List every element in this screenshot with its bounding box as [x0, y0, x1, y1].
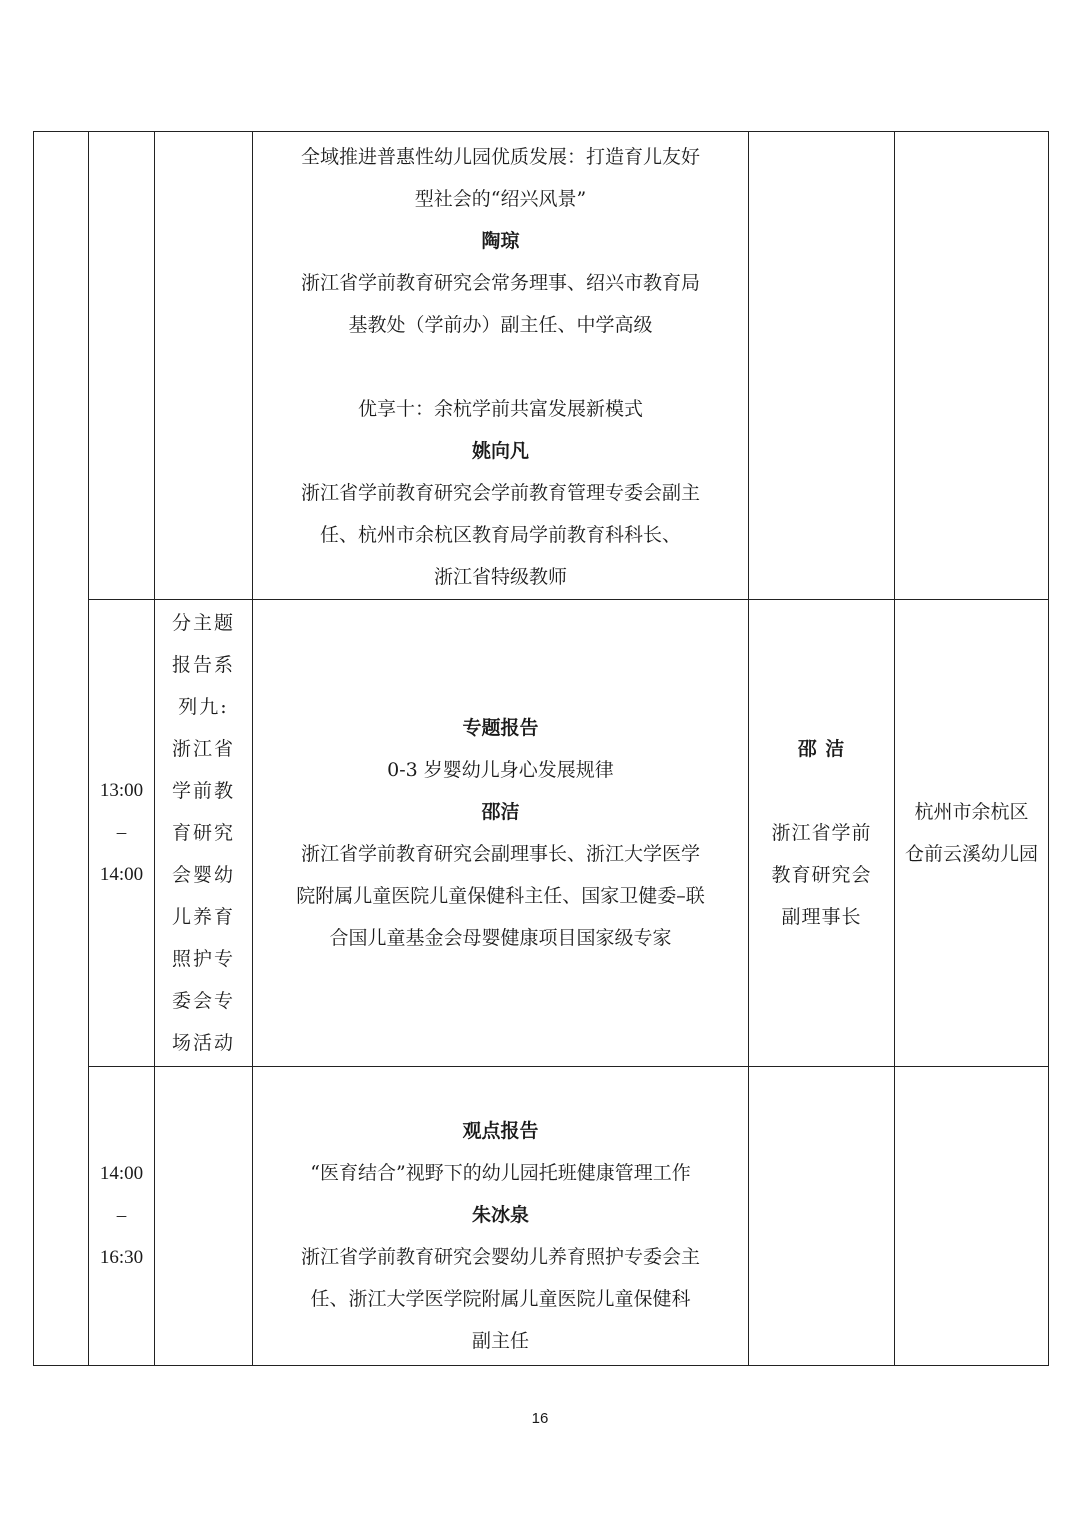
speaker-bio-line: 浙江省学前教育研究会副理事长、浙江大学医学 [300, 843, 700, 865]
venue-line: 杭州市余杭区 [914, 801, 1029, 823]
theme-line: 列九: [178, 696, 229, 718]
host-title-line: 教育研究会 [771, 864, 872, 886]
content-cell [253, 600, 749, 1067]
time-cell [89, 600, 155, 1067]
speaker-bio-line: 合国儿童基金会母婴健康项目国家级专家 [329, 927, 672, 949]
theme-line: 报告系 [171, 654, 235, 676]
time-start: 13:00 [99, 780, 144, 801]
report-title: 优享十：余杭学前共富发展新模式 [357, 397, 643, 420]
time-cell [89, 1067, 155, 1366]
speaker-bio-line: 任、浙江大学医学院附属儿童医院儿童保健科 [310, 1288, 691, 1310]
speaker-name: 姚向凡 [471, 439, 529, 462]
theme-line: 育研究 [171, 822, 235, 844]
table-row [34, 600, 1049, 1067]
theme-line: 分主题 [171, 612, 235, 634]
speaker-bio-line: 浙江省学前教育研究会婴幼儿养育照护专委会主 [300, 1246, 700, 1268]
host-cell [749, 600, 895, 1067]
theme-line: 浙江省 [171, 738, 235, 760]
host-title-line: 副理事长 [781, 906, 862, 928]
spacer [253, 346, 748, 388]
host-title-line: 浙江省学前 [771, 822, 872, 844]
speaker-bio-line: 副主任 [471, 1330, 529, 1352]
time-end: 14:00 [99, 864, 144, 885]
host-cell [749, 1067, 895, 1366]
speaker-name: 邵洁 [481, 801, 520, 823]
venue-cell [895, 1067, 1049, 1366]
theme-line: 学前教 [171, 780, 235, 802]
time-end: 16:30 [99, 1247, 144, 1268]
spacer [749, 770, 894, 812]
report-title: “医育结合”视野下的幼儿园托班健康管理工作 [310, 1162, 691, 1184]
schedule-table [33, 131, 1049, 1366]
page-number: 16 [531, 1410, 549, 1427]
content-cell [253, 132, 749, 600]
time-start: 14:00 [99, 1163, 144, 1184]
date-cell [34, 132, 89, 1366]
theme-cell [155, 600, 253, 1067]
time-cell [89, 132, 155, 600]
venue-cell [895, 600, 1049, 1067]
host-name: 邵 洁 [797, 738, 846, 760]
report-title-line: 型社会的“绍兴风景” [414, 187, 587, 210]
speaker-bio-line: 基教处（学前办）副主任、中学高级 [348, 313, 653, 336]
report-type-label: 专题报告 [462, 717, 539, 739]
report-type-label: 观点报告 [462, 1120, 539, 1142]
time-separator: – [116, 1205, 127, 1226]
report-title-line: 全域推进普惠性幼儿园优质发展：打造育儿友好 [300, 145, 700, 168]
report-title: 0-3 岁婴幼儿身心发展规律 [387, 759, 614, 781]
venue-cell [895, 132, 1049, 600]
theme-line: 场活动 [171, 1032, 235, 1054]
theme-line: 委会专 [171, 990, 235, 1012]
speaker-bio-line: 浙江省学前教育研究会学前教育管理专委会副主 [300, 481, 700, 504]
theme-cell [155, 1067, 253, 1366]
table-row [34, 132, 1049, 600]
table-row [34, 1067, 1049, 1366]
content-cell [253, 1067, 749, 1366]
theme-line: 会婴幼 [171, 864, 235, 886]
host-cell [749, 132, 895, 600]
speaker-bio-line: 浙江省学前教育研究会常务理事、绍兴市教育局 [300, 271, 700, 294]
speaker-name: 朱冰泉 [471, 1204, 529, 1226]
speaker-bio-line: 浙江省特级教师 [433, 565, 567, 588]
speaker-name: 陶琼 [481, 229, 520, 252]
speaker-bio-line: 院附属儿童医院儿童保健科主任、国家卫健委–联 [296, 885, 705, 907]
theme-line: 儿养育 [171, 906, 235, 928]
venue-line: 仓前云溪幼儿园 [904, 843, 1038, 865]
time-separator: – [116, 822, 127, 843]
theme-cell [155, 132, 253, 600]
theme-line: 照护专 [171, 948, 235, 970]
speaker-bio-line: 任、杭州市余杭区教育局学前教育科科长、 [319, 523, 681, 546]
